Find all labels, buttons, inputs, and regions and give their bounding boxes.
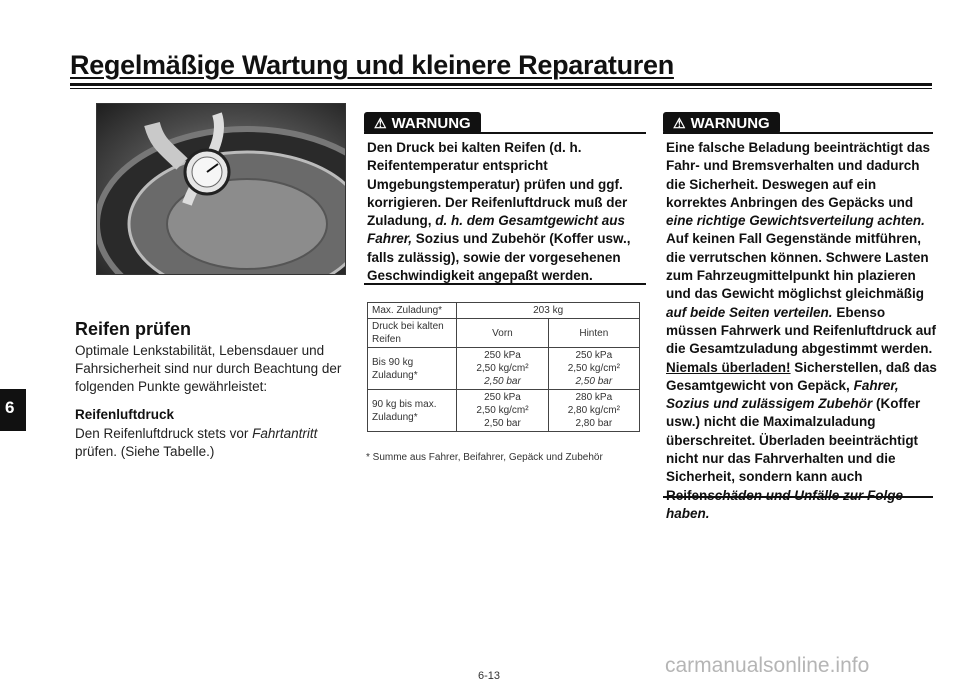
warning-label: WARNUNG [391, 115, 471, 132]
table-cell [548, 390, 639, 432]
warning-text-italic: eine richtige Gewichtsverteilung achten. [666, 213, 925, 229]
table-footnote: * Summe aus Fahrer, Beifahrer, Gepäck und Zubehör [366, 452, 603, 463]
table-row [368, 390, 640, 432]
warning-text-part: (Koffer usw.) nicht die Maximalzuladung überschreitet. Überladen beeinträchtigt nicht nur das Fahrverhalten und die Sicherheit, sondern kann auch [666, 396, 921, 485]
table-cell [457, 348, 548, 390]
table-row [368, 348, 640, 390]
warning-text-part: Auf keinen Fall Gegenstände mitführen, die verrutschen können. Schwere Lasten zum Fahrzeugmittelpunkt hin plazieren und das Gewicht möglichst gleichmäßig [666, 231, 929, 302]
table-cell: 203 kg [457, 303, 640, 319]
subsection-text-part: prüfen. (Siehe Tabelle.) [75, 444, 215, 459]
page-number: 6-13 [478, 670, 501, 682]
value-kpa: 250 kPa [484, 350, 521, 361]
watermark: carmanualsonline.info [665, 654, 870, 677]
warning-text-part: Ebenso müssen Fahrwerk und Reifenluftdruck auf die Gesamtzuladung abgestimmt werden. [666, 304, 937, 357]
warning-badge [364, 112, 481, 134]
table-cell [548, 348, 639, 390]
page-title: Regelmäßige Wartung und kleinere Reparaturen [70, 50, 674, 80]
table-cell: 90 kg bis max. Zuladung* [368, 390, 457, 432]
table-cell [457, 390, 548, 432]
warning-rule [364, 283, 646, 285]
value-kgcm: 2,50 kg/cm² [476, 405, 529, 416]
value-kgcm: 2,50 kg/cm² [476, 363, 529, 374]
subsection-text-part: Den Reifenluftdruck stets vor [75, 426, 253, 441]
warning-text [367, 139, 647, 285]
section-intro: Optimale Lenkstabilität, Lebensdauer und Fahrsicherheit sind nur durch Beachtung der folgenden Punkte gewährleistet: [75, 343, 342, 394]
warning-text-underline: Niemals überladen! [666, 359, 791, 375]
table-cell: Druck bei kalten Reifen [368, 319, 457, 348]
chapter-tab [0, 389, 26, 431]
value-kgcm: 2,50 kg/cm² [567, 363, 620, 374]
value-kpa: 280 kPa [575, 392, 613, 403]
value-bar: 2,50 bar [575, 376, 613, 387]
subsection-text [75, 425, 350, 461]
value-bar: 2,80 bar [575, 418, 613, 429]
warning-badge [663, 112, 780, 134]
table-cell: Hinten [548, 319, 639, 348]
table-cell: Max. Zuladung* [368, 303, 457, 319]
title-rule-thin [70, 88, 932, 89]
warning-triangle-icon: ⚠ [673, 115, 686, 131]
warning-label: WARNUNG [690, 115, 770, 132]
table-row [368, 303, 640, 319]
warning-text-italic: d. h. dem Gesamtgewicht aus Fahrer, [367, 213, 626, 247]
value-kgcm: 2,80 kg/cm² [567, 405, 620, 416]
value-kpa: 250 kPa [575, 350, 613, 361]
warning-text-part: Sicherstellen, daß das Gesamtgewicht von Gepäck, [666, 359, 937, 393]
value-bar: 2,50 bar [484, 376, 521, 387]
section-heading: Reifen prüfen [75, 319, 192, 339]
tire-pressure-gauge-photo [96, 103, 346, 275]
warning-text-italic: auf beide Seiten verteilen. [666, 304, 833, 320]
subsection-text-italic: Fahrtantritt [252, 426, 318, 441]
chapter-number: 6 [5, 398, 15, 417]
tire-pressure-table [367, 302, 640, 432]
warning-text-part: Den Druck bei kalten Reifen (d. h. Reifentemperatur entspricht Umgebungstemperatur) prüfen und ggf. korrigieren. Der Reifenluftdruck muß der Zuladung, [367, 140, 628, 229]
warning-rule [663, 132, 933, 134]
value-bar: 2,50 bar [484, 418, 521, 429]
title-rule [70, 83, 932, 86]
value-kpa: 250 kPa [484, 392, 521, 403]
warning-rule [364, 132, 646, 134]
warning-text-part: Sozius und Zubehör (Koffer usw., falls zulässig), sowie der vorgesehenen Geschwindigkeit angepaßt werden. [367, 231, 631, 284]
warning-text [666, 139, 938, 523]
table-cell: Bis 90 kg Zuladung* [368, 348, 457, 390]
subsection-heading: Reifenluftdruck [75, 407, 175, 422]
warning-text-italic: Fahrer, Sozius und zulässigem Zubehör [666, 377, 899, 412]
table-cell: Vorn [457, 319, 548, 348]
warning-triangle-icon: ⚠ [374, 115, 387, 131]
warning-text-part: Eine falsche Beladung beeinträchtigt das Fahr- und Bremsverhalten und dadurch die Sicherheit. Deswegen auf ein korrektes Anbringen des Gepäcks und [666, 140, 931, 210]
warning-text-italic: haben. [666, 505, 710, 521]
table-row [368, 319, 640, 348]
warning-rule [663, 496, 933, 498]
